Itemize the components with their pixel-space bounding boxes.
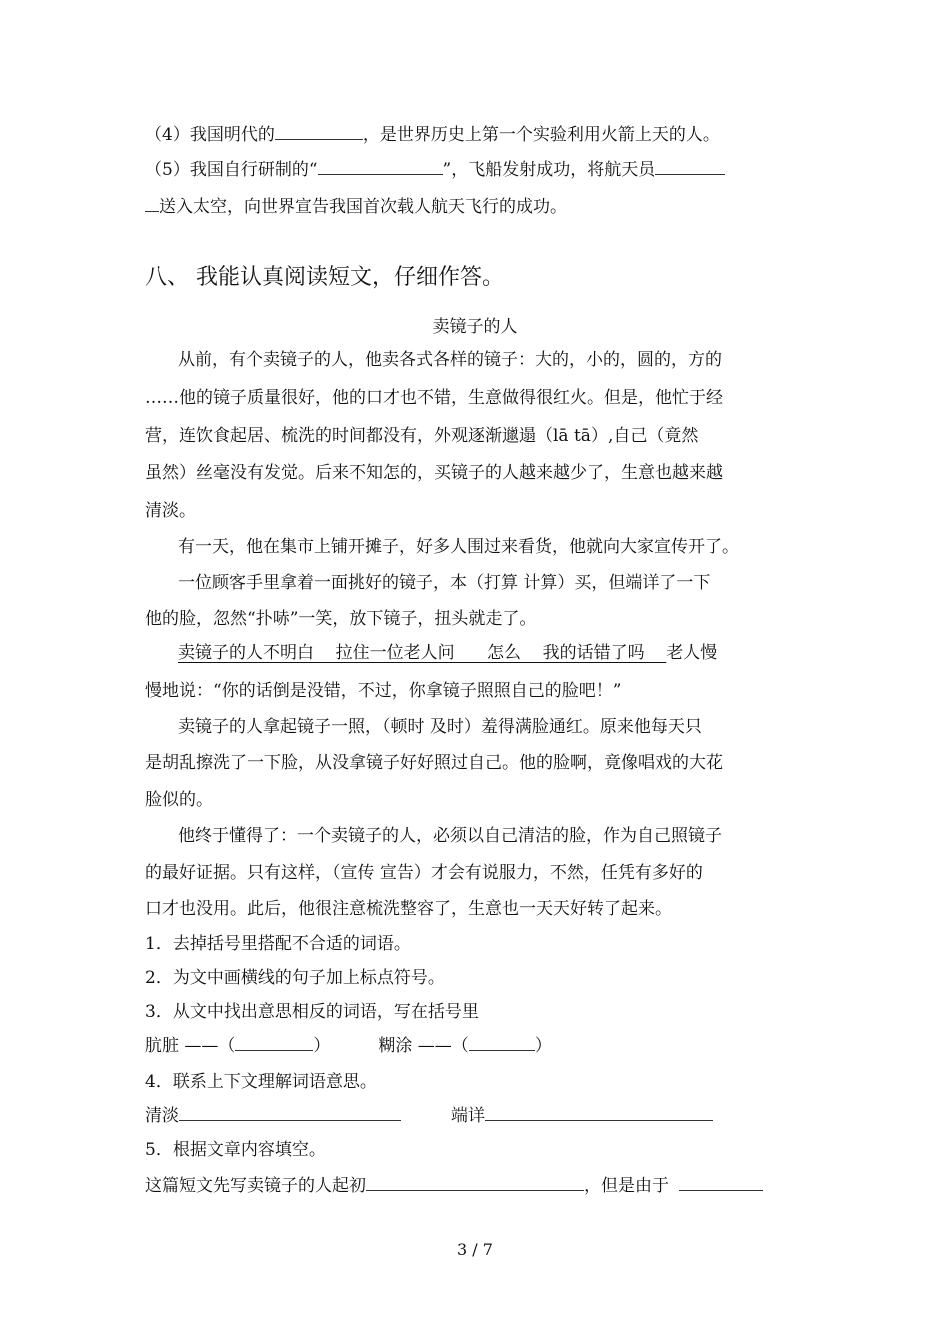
question-3: 3．从文中找出意思相反的词语，写在括号里 <box>145 1002 479 1022</box>
underlined-sentence: 卖镜子的人不明白 拉住一位老人问 怎么 我的话错了吗 <box>178 643 667 663</box>
question-5: 5．根据文章内容填空。 <box>145 1140 326 1160</box>
q5-fill-blank-2[interactable] <box>679 1168 763 1191</box>
question-2: 2．为文中画横线的句子加上标点符号。 <box>145 968 445 988</box>
q5-text-before: （5）我国自行研制的“ <box>145 160 318 180</box>
q5-fill-blank-1[interactable] <box>366 1168 584 1191</box>
story-line: 他终于懂得了：一个卖镜子的人，必须以自己清洁的脸，作为自己照镜子 <box>178 826 722 846</box>
q4-answer-blank[interactable] <box>275 117 363 140</box>
q5-text-cont: 送入太空，向世界宣告我国首次载人航天飞行的成功。 <box>159 197 567 217</box>
q4-text-after: ，是世界历史上第一个实验利用火箭上天的人。 <box>362 125 720 145</box>
q4-word-b: 端详 <box>451 1106 485 1126</box>
section-heading: 八、 我能认真阅读短文，仔细作答。 <box>145 265 504 290</box>
q5-fill-text-before: 这篇短文先写卖镜子的人起初 <box>145 1176 366 1196</box>
story-line: 慢地说：“你的话倒是没错，不过，你拿镜子照照自己的脸吧！” <box>145 681 622 701</box>
question-5-answer-line <box>145 1168 805 1204</box>
q5-text-middle: ”，飞船发射成功，将航天员 <box>442 160 656 180</box>
story-line: 是胡乱擦洗了一下脸，从没拿镜子好好照过自己。他的脸啊，竟像唱戏的大花 <box>145 753 723 773</box>
question-4-line <box>145 117 805 153</box>
story-line: 有一天，他在集市上铺开摊子，好多人围过来看货，他就向大家宣传开了。 <box>178 537 739 557</box>
q5-astronaut-blank[interactable] <box>655 152 725 175</box>
q4-word-a-blank[interactable] <box>179 1098 401 1121</box>
story-line: 脸似的。 <box>145 790 213 810</box>
q3-word-b-blank[interactable] <box>469 1028 535 1051</box>
q4-text-before: （4）我国明代的 <box>145 125 275 145</box>
story-line: 清淡。 <box>145 501 196 521</box>
story-title: 卖镜子的人 <box>432 317 518 337</box>
story-line: 虽然）丝毫没有发觉。后来不知怎的，买镜子的人越来越少了，生意也越来越 <box>145 463 723 483</box>
story-line: 口才也没用。此后，他很注意梳洗整容了，生意也一天天好转了起来。 <box>145 899 672 919</box>
q4-word-a: 清淡 <box>145 1106 179 1126</box>
story-line: 的最好证据。只有这样，（宣传 宣告）才会有说服力，不然，任凭有多好的 <box>145 863 703 883</box>
q4-word-b-blank[interactable] <box>485 1098 713 1121</box>
q5-fill-text-middle: ，但是由于 <box>584 1176 669 1196</box>
q3-word-b-close: ） <box>534 1036 552 1056</box>
question-5-line <box>145 152 805 188</box>
question-4-answers <box>145 1098 805 1134</box>
q5-astronaut-blank-cont[interactable] <box>145 189 159 212</box>
story-text: 老人慢 <box>666 643 718 663</box>
question-5-continued <box>145 189 805 225</box>
story-line: 他的脸，忽然“扑哧”一笑，放下镜子，扭头就走了。 <box>145 609 537 629</box>
q3-word-a-label: 肮脏 ——（ <box>145 1036 236 1056</box>
story-line: 一位顾客手里拿着一面挑好的镜子，本（打算 计算）买，但端详了一下 <box>178 573 711 593</box>
page-number: 3 / 7 <box>457 1240 493 1259</box>
story-line: 营，连饮食起居、梳洗的时间都没有，外观逐渐邋遢（lā tā）,自己（竟然 <box>145 426 699 446</box>
question-3-answers <box>145 1028 805 1064</box>
story-line: 从前，有个卖镜子的人，他卖各式各样的镜子：大的，小的，圆的，方的 <box>178 350 722 370</box>
story-line: ……他的镜子质量很好，他的口才也不错，生意做得很红火。但是，他忙于经 <box>145 388 723 408</box>
q3-word-b-label: 糊涂 ——（ <box>378 1036 469 1056</box>
q5-spacecraft-blank[interactable] <box>318 152 443 175</box>
underlined-sentence-line <box>178 635 805 671</box>
question-4: 4．联系上下文理解词语意思。 <box>145 1072 377 1092</box>
q3-word-a-close: ） <box>313 1036 331 1056</box>
q3-word-a-blank[interactable] <box>235 1028 313 1051</box>
story-line: 卖镜子的人拿起镜子一照，（顿时 及时）羞得满脸通红。原来他每天只 <box>178 717 702 737</box>
question-1: 1．去掉括号里搭配不合适的词语。 <box>145 934 411 954</box>
